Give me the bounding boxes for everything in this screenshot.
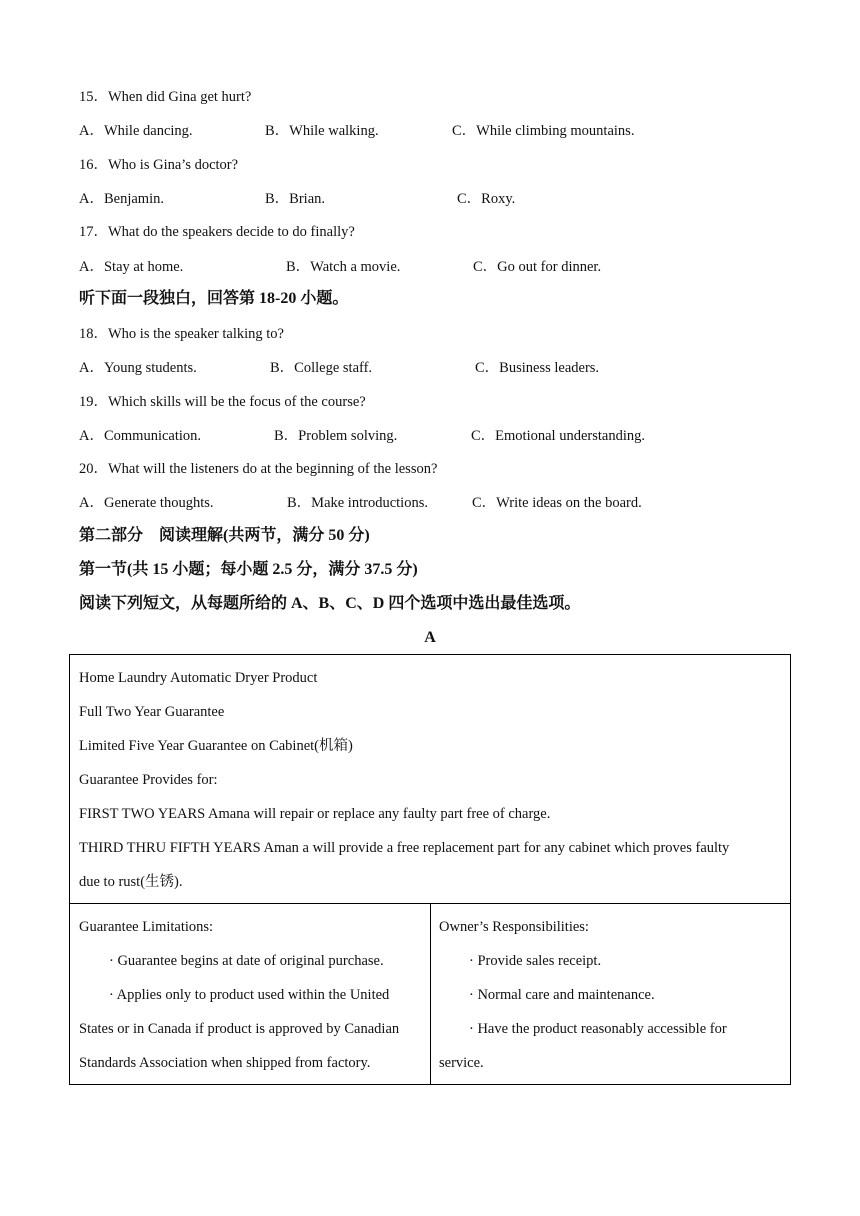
part2-title: 第二部分 阅读理解(共两节，满分 50 分)	[79, 527, 370, 544]
owner-3-line-2: service.	[439, 1055, 484, 1071]
q20-option-b: B．Make introductions.	[287, 495, 428, 511]
question-15: 15．When did Gina get hurt?	[79, 89, 252, 105]
limitation-1: · Guarantee begins at date of original purchase.	[109, 953, 384, 969]
monologue-instruction: 听下面一段独白，回答第 18-20 小题。	[79, 290, 349, 307]
question-20: 20．What will the listeners do at the beginning of the lesson?	[79, 461, 438, 477]
owner-responsibilities-cell	[439, 910, 784, 1080]
limitation-2-line-1: · Applies only to product used within the United	[109, 987, 390, 1003]
q16-option-b: B．Brian.	[265, 191, 326, 207]
q16-option-c: C．Roxy.	[457, 191, 516, 207]
q20-option-c: C．Write ideas on the board.	[472, 495, 642, 511]
q20-option-a: A．Generate thoughts.	[79, 495, 214, 511]
reading-instruction: 阅读下列短文，从每题所给的 A、B、C、D 四个选项中选出最佳选项。	[79, 595, 581, 612]
owner-3-line-1: · Have the product reasonably accessible for	[469, 1021, 727, 1037]
q15-option-a: A．While dancing.	[79, 123, 193, 139]
owner-title: Owner’s Responsibilities:	[439, 919, 589, 935]
q19-option-a: A．Communication.	[79, 428, 202, 444]
q17-option-b: B．Watch a movie.	[286, 259, 401, 275]
q15-option-b: B．While walking.	[265, 123, 379, 139]
third-thru-fifth-years: THIRD THRU FIFTH YEARS Aman a will provide a free replacement part for any cabinet which proves faulty	[79, 840, 730, 856]
q19-option-c: C．Emotional understanding.	[471, 428, 645, 444]
table-divider-vertical	[430, 903, 431, 1084]
passage-label: A	[424, 629, 436, 646]
first-two-years: FIRST TWO YEARS Amana will repair or replace any faulty part free of charge.	[79, 806, 551, 822]
limitations-title: Guarantee Limitations:	[79, 919, 214, 935]
full-guarantee: Full Two Year Guarantee	[79, 704, 225, 720]
owner-2: · Normal care and maintenance.	[469, 987, 655, 1003]
q19-option-b: B．Problem solving.	[274, 428, 398, 444]
limitations-cell	[79, 910, 424, 1080]
guarantee-table	[69, 654, 791, 1085]
q17-option-a: A．Stay at home.	[79, 259, 184, 275]
q15-option-c: C．While climbing mountains.	[452, 123, 635, 139]
question-18: 18．Who is the speaker talking to?	[79, 326, 284, 342]
q18-option-b: B．College staff.	[270, 360, 373, 376]
limited-guarantee: Limited Five Year Guarantee on Cabinet(机箱)	[79, 738, 353, 754]
question-17: 17．What do the speakers decide to do finally?	[79, 224, 355, 240]
limitation-2-line-3: Standards Association when shipped from factory.	[79, 1055, 371, 1071]
q17-option-c: C．Go out for dinner.	[473, 259, 602, 275]
limitation-2-line-2: States or in Canada if product is approved by Canadian	[79, 1021, 400, 1037]
q18-option-c: C．Business leaders.	[475, 360, 600, 376]
product-name: Home Laundry Automatic Dryer Product	[79, 670, 318, 686]
q16-option-a: A．Benjamin.	[79, 191, 164, 207]
section1-title: 第一节(共 15 小题；每小题 2.5 分，满分 37.5 分)	[79, 561, 418, 578]
question-19: 19．Which skills will be the focus of the course?	[79, 394, 366, 410]
question-16: 16．Who is Gina’s doctor?	[79, 157, 239, 173]
guarantee-provides: Guarantee Provides for:	[79, 772, 218, 788]
q18-option-a: A．Young students.	[79, 360, 197, 376]
third-thru-fifth-years-cont: due to rust(生锈).	[79, 874, 183, 890]
owner-1: · Provide sales receipt.	[469, 953, 602, 969]
